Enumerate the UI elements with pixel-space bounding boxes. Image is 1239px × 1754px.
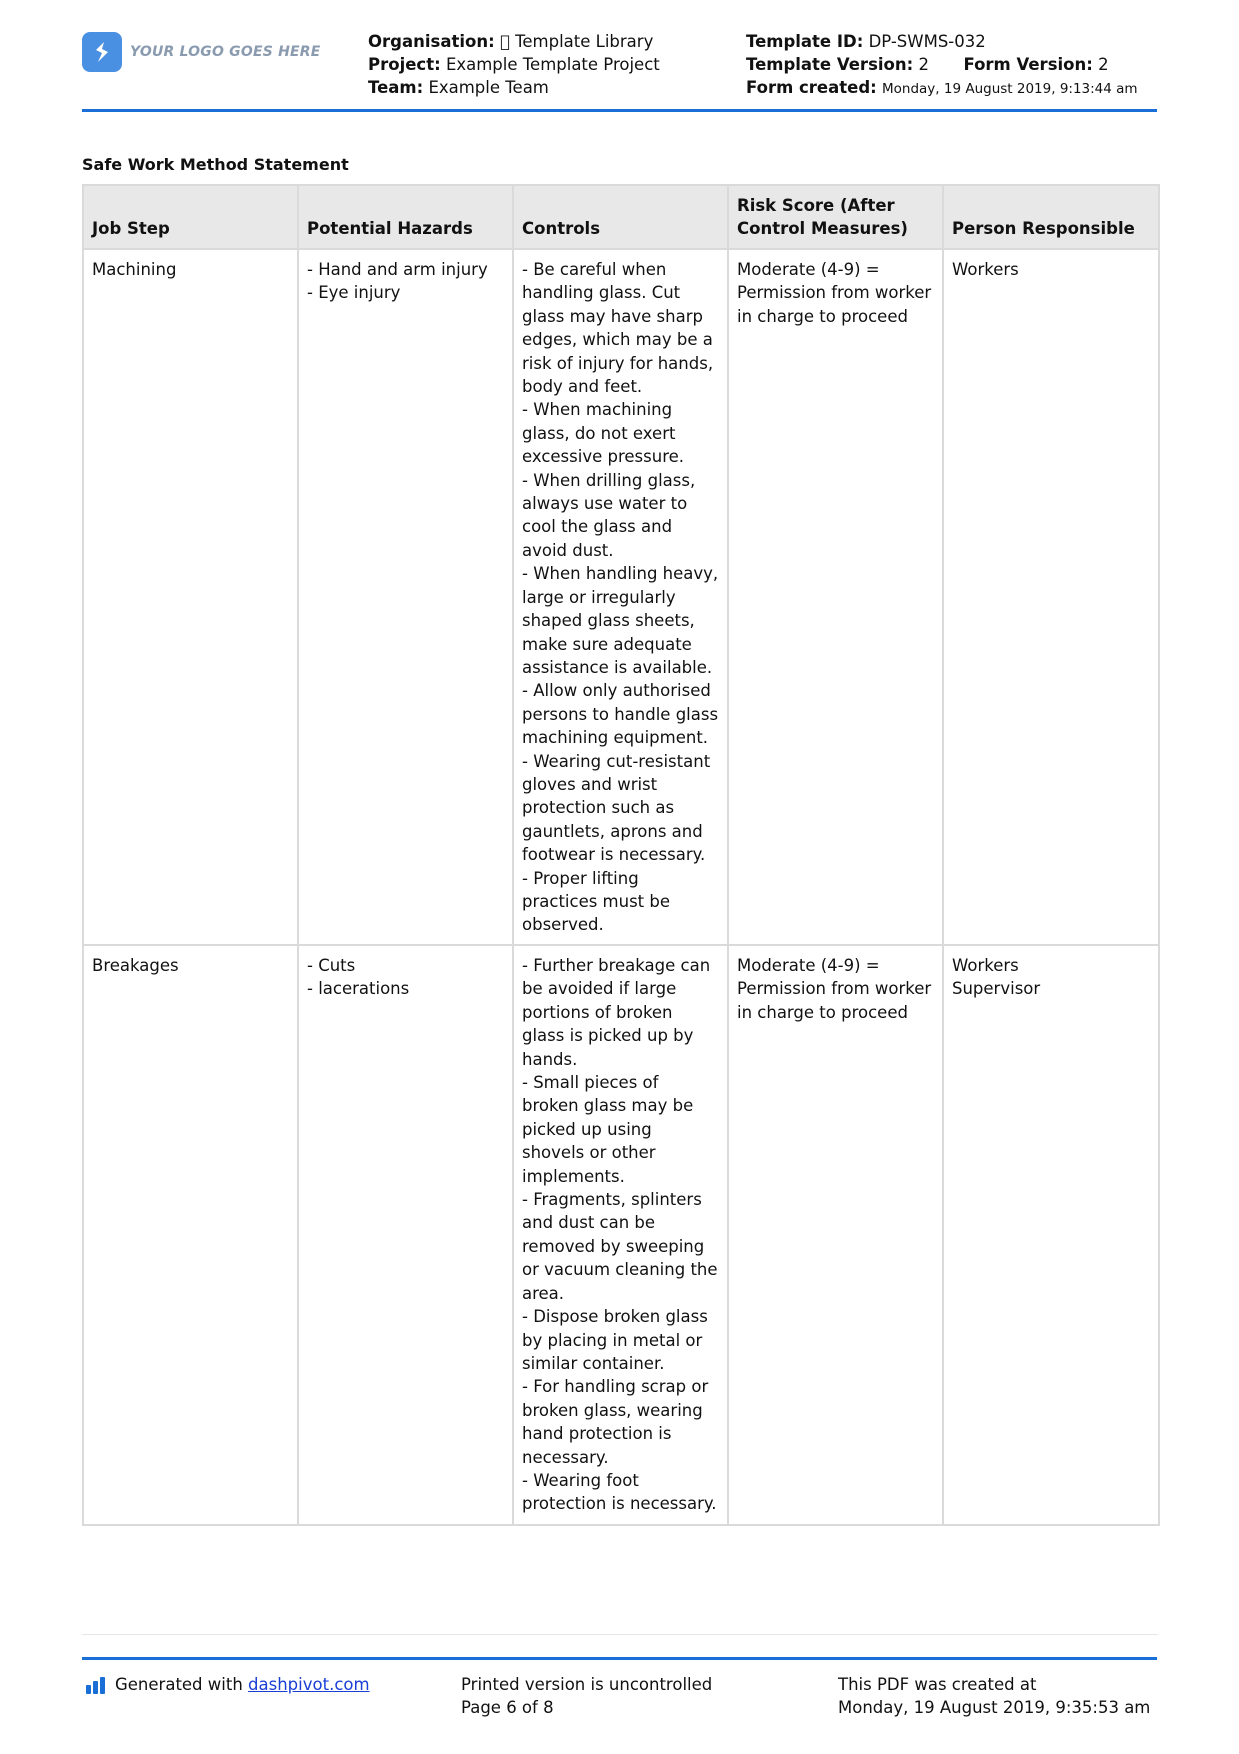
control-item: - Wearing cut-resistant gloves and wrist protection such as gauntlets, aprons and footwear is necessary. <box>522 751 716 865</box>
control-item: - Allow only authorised persons to handle glass machining equipment. <box>522 681 724 748</box>
footer-generated <box>86 1673 370 1696</box>
template-id-value: DP-SWMS-032 <box>868 32 986 51</box>
template-id-label: Template ID: <box>746 32 864 51</box>
job-step-cell: Machining <box>83 249 298 945</box>
company-logo <box>82 32 321 72</box>
template-version-value: 2 <box>918 55 929 74</box>
control-item: - When machining glass, do not exert excessive pressure. <box>522 400 685 467</box>
header-meta-right <box>746 30 1138 101</box>
table-header-row <box>83 185 1159 249</box>
control-item: - Be careful when handling glass. Cut glass may have sharp edges, which may be a risk of injury for hands, body and feet. <box>522 260 719 397</box>
hazard-item: - Eye injury <box>307 283 401 303</box>
organisation-value: Template Library <box>499 32 639 51</box>
project-value: Example Template Project <box>445 55 660 74</box>
document-title: Safe Work Method Statement <box>82 155 349 174</box>
hazards-cell <box>298 249 513 945</box>
logo-text: YOUR LOGO GOES HERE <box>130 44 321 60</box>
swms-table <box>82 184 1160 1526</box>
form-version-label: Form Version: <box>963 55 1093 74</box>
column-header-controls: Controls <box>513 185 728 249</box>
uncontrolled-notice: Printed version is uncontrolled <box>461 1675 713 1694</box>
table-row <box>83 945 1159 1525</box>
project-row <box>368 53 660 76</box>
control-item: - Proper lifting practices must be observed. <box>522 868 676 935</box>
hazard-item: - lacerations <box>307 979 410 999</box>
hazard-item: - Hand and arm injury <box>307 260 488 279</box>
control-item: - For handling scrap or broken glass, wearing hand protection is necessary. <box>522 1377 714 1467</box>
created-timestamp: Monday, 19 August 2019, 9:35:53 am <box>838 1698 1151 1717</box>
header-divider <box>82 109 1157 112</box>
organisation-row <box>368 30 660 53</box>
control-item: - Further breakage can be avoided if large portions of broken glass is picked up by hands. <box>522 956 716 1069</box>
column-header-job-step: Job Step <box>83 185 298 249</box>
person-item: Workers <box>952 956 1019 975</box>
team-label: Team: <box>368 78 424 97</box>
hazards-cell <box>298 945 513 1525</box>
organisation-label: Organisation: <box>368 32 495 51</box>
control-item: - When drilling glass, always use water to cool the glass and avoid dust. <box>522 470 701 560</box>
person-item: Supervisor <box>952 979 1041 999</box>
dashpivot-link[interactable]: dashpivot.com <box>248 1675 370 1694</box>
form-created-label: Form created: <box>746 78 877 97</box>
person-responsible-cell <box>943 945 1159 1525</box>
template-id-row <box>746 30 1138 53</box>
form-created-row <box>746 76 1138 101</box>
logo-icon <box>82 32 122 72</box>
column-header-risk-score: Risk Score (After Control Measures) <box>728 185 943 249</box>
person-item: Workers <box>952 260 1019 279</box>
control-item: - Wearing foot protection is necessary. <box>522 1470 717 1514</box>
team-value: Example Team <box>428 78 549 97</box>
person-responsible-cell <box>943 249 1159 945</box>
generated-prefix: Generated with <box>115 1675 243 1694</box>
created-prefix: This PDF was created at <box>838 1675 1037 1694</box>
footer-created <box>838 1673 1150 1719</box>
page-number: Page 6 of 8 <box>461 1698 554 1717</box>
project-label: Project: <box>368 55 441 74</box>
controls-cell <box>513 249 728 945</box>
team-row <box>368 76 660 99</box>
header-meta-left <box>368 30 660 99</box>
form-version-value: 2 <box>1098 55 1109 74</box>
version-row <box>746 53 1138 76</box>
job-step-cell: Breakages <box>83 945 298 1525</box>
controls-cell <box>513 945 728 1525</box>
form-created-value: Monday, 19 August 2019, 9:13:44 am <box>882 81 1138 97</box>
footer-divider <box>82 1657 1157 1660</box>
footer-separator <box>82 1634 1158 1635</box>
risk-score-cell: Moderate (4-9) = Permission from worker in charge to proceed <box>728 249 943 945</box>
column-header-person-responsible: Person Responsible <box>943 185 1159 249</box>
control-item: - Small pieces of broken glass may be picked up using shovels or other implements. <box>522 1073 699 1186</box>
template-version-label: Template Version: <box>746 55 914 74</box>
hazard-item: - Cuts <box>307 956 356 975</box>
column-header-potential-hazards: Potential Hazards <box>298 185 513 249</box>
control-item: - Dispose broken glass by placing in metal or similar container. <box>522 1307 714 1373</box>
footer-page-info <box>461 1673 712 1719</box>
control-item: - When handling heavy, large or irregularly shaped glass sheets, make sure adequate assistance is available. <box>522 564 724 677</box>
risk-score-cell: Moderate (4-9) = Permission from worker in charge to proceed <box>728 945 943 1525</box>
dashpivot-bars-icon <box>86 1676 107 1694</box>
control-item: - Fragments, splinters and dust can be removed by sweeping or vacuum cleaning the area. <box>522 1190 723 1303</box>
table-row <box>83 249 1159 945</box>
